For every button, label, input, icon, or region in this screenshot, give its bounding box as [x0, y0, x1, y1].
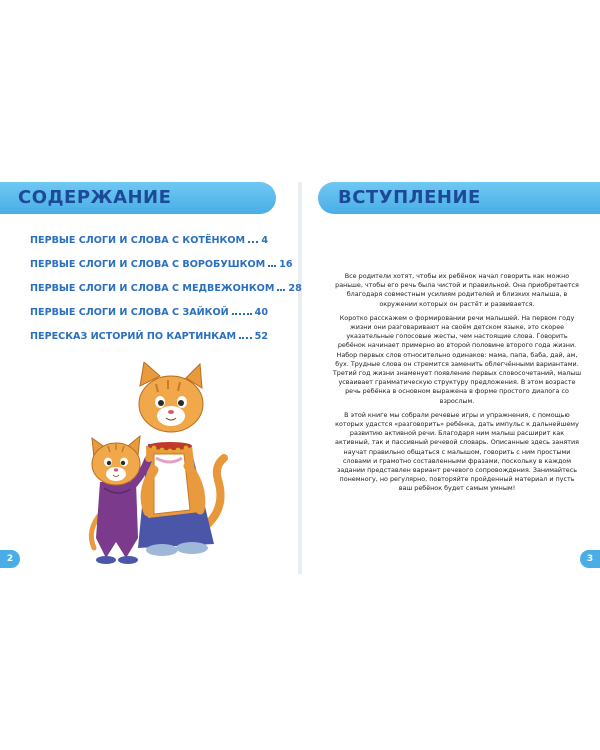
toc-item[interactable]	[30, 306, 268, 330]
toc-leader	[239, 330, 252, 339]
toc-item-title: ПЕРВЫЕ СЛОГИ И СЛОВА С МЕДВЕЖОНКОМ	[30, 283, 275, 294]
page-number-right: 3	[580, 550, 600, 568]
toc-item-title: ПЕРВЫЕ СЛОГИ И СЛОВА С ЗАЙКОЙ	[30, 307, 229, 318]
introduction-heading: ВСТУПЛЕНИЕ	[318, 182, 600, 214]
toc-item-page: 4	[261, 235, 268, 246]
intro-paragraph: Все родители хотят, чтобы их ребёнок начал говорить как можно раньше, чтобы его речь была чистой и правильной. Она приобретается благодаря совместным усилиям родителей и близких малыша, в окружении которых он растёт и развивается.	[335, 272, 579, 308]
toc-leader	[268, 258, 276, 267]
toc-item-page: 28	[288, 283, 302, 294]
toc-leader	[248, 234, 258, 243]
toc-item-title: ПЕРЕСКАЗ ИСТОРИЙ ПО КАРТИНКАМ	[30, 331, 237, 342]
toc-item-page: 40	[254, 307, 268, 318]
left-page	[0, 182, 302, 574]
toc-item[interactable]	[30, 234, 268, 258]
toc-item-page: 52	[254, 331, 268, 342]
toc-item-page: 16	[279, 259, 293, 270]
right-page	[302, 182, 600, 574]
introduction-text	[332, 272, 582, 499]
table-of-contents	[30, 234, 302, 354]
cats-illustration	[78, 362, 238, 567]
toc-item-title: ПЕРВЫЕ СЛОГИ И СЛОВА С ВОРОБУШКОМ	[30, 259, 266, 270]
toc-item-title: ПЕРВЫЕ СЛОГИ И СЛОВА С КОТЁНКОМ	[30, 235, 246, 246]
contents-heading: СОДЕРЖАНИЕ	[0, 182, 276, 214]
toc-item[interactable]	[30, 282, 302, 306]
intro-paragraph: Коротко расскажем о формировании речи малышей. На первом году жизни они разговаривают на своём детском языке, это скорее указательные голосовые жесты, чем настоящие слова. Говорить ребёнок начинает примерно во второй половине второго года жизни. Набор первых слов относительно одинаков: мама, папа, баба, дай, ам, бух. Трудные слова он стремится заменить облегчёнными вариантами. Третий год жизни знаменует появление первых словосочетаний, малыш усваивает грамматическую структуру предложения. В этом возрасте речь ребёнка в основном выражена в форме простого диалога со взрослым.	[332, 313, 582, 405]
intro-paragraph: В этой книге мы собрали речевые игры и упражнения, с помощью которых удастся «разговорить» ребёнка, дать импульс к дальнейшему развитию активной речи. Благодаря ним малыш расширит как активный, так и пассивный речевой словарь. Описанные здесь занятия научат правильно общаться с малышом, говорить с ним простыми словами и грамотно составленными фразами, поскольку в каждом задании представлен вариант речевого сопровождения. Занимайтесь понемногу, но регулярно, повторяйте пройденный материал и пусть ваш ребёнок будет самым умным!	[335, 410, 579, 493]
toc-item[interactable]	[30, 330, 268, 354]
page-number-left: 2	[0, 550, 20, 568]
toc-leader	[232, 306, 252, 315]
toc-item[interactable]	[30, 258, 293, 282]
toc-leader	[277, 282, 285, 291]
